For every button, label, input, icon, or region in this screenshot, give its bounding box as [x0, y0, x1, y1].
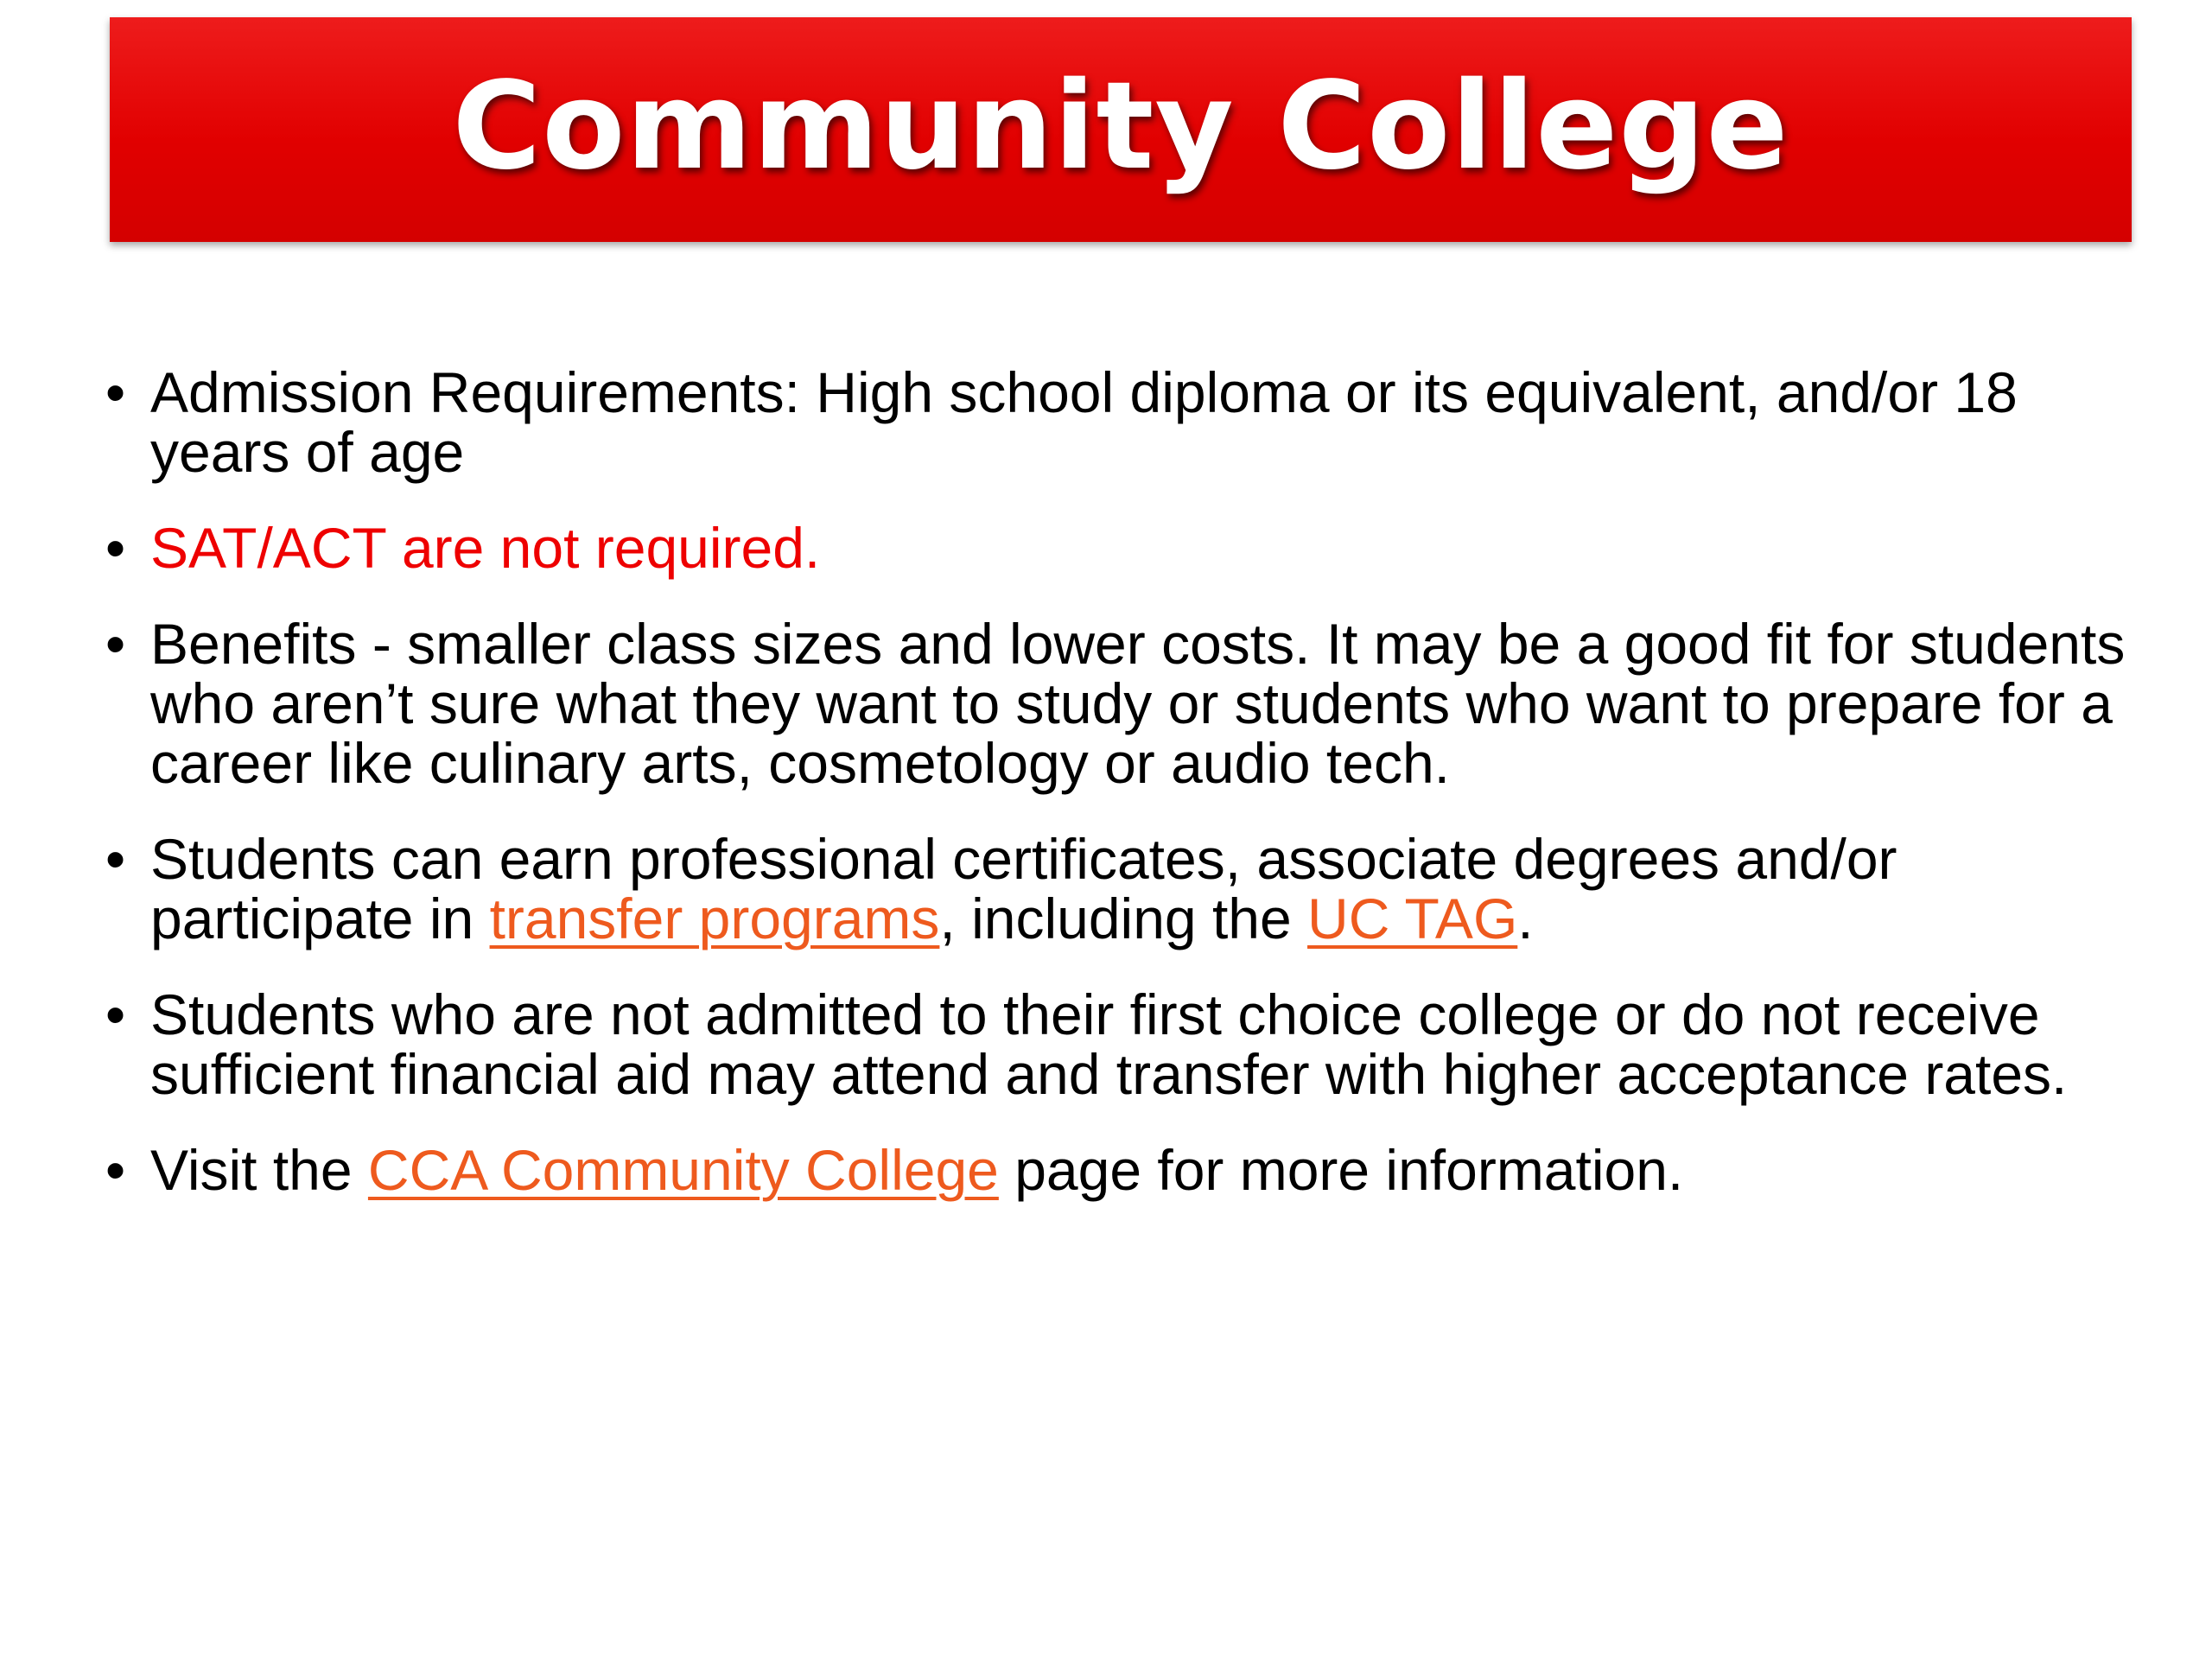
transfer-programs-link[interactable]: transfer programs — [489, 887, 940, 950]
bullet-visit — [105, 1138, 2127, 1202]
bullet-text: Benefits - smaller class sizes and lower costs. It may be a good fit for students who aren’t sure what they want to study or students who want to prepare for a career like culinary arts, cosmetology or audio tech. — [150, 612, 2126, 795]
title-banner — [110, 17, 2132, 242]
bullet-text-suffix: page for more information. — [998, 1138, 1684, 1202]
bullet-text: Admission Requirements: High school diploma or its equivalent, and/or 18 years of age — [150, 360, 2018, 484]
bullet-text: SAT/ACT are not required. — [150, 516, 821, 580]
bullet-text-middle: , including the — [939, 887, 1308, 950]
bullet-text-prefix: Visit the — [150, 1138, 368, 1202]
bullet-admission-requirements — [105, 360, 2127, 484]
bullet-text: Students who are not admitted to their first choice college or do not receive sufficient financial aid may attend and transfer with higher acceptance rates. — [150, 982, 2068, 1106]
bullet-benefits — [105, 614, 2127, 793]
bullet-sat-act — [105, 518, 2127, 578]
cca-community-college-link[interactable]: CCA Community College — [367, 1138, 999, 1202]
bullet-list — [105, 360, 2127, 1236]
bullet-certificates — [105, 827, 2127, 950]
bullet-text-suffix: . — [1517, 887, 1534, 950]
bullet-not-admitted — [105, 982, 2127, 1106]
slide-title: Community College — [452, 55, 1789, 197]
uc-tag-link[interactable]: UC TAG — [1307, 887, 1518, 950]
bullet-text-prefix: Students can earn professional certificates, associate degrees and/or participate in — [150, 827, 1897, 950]
